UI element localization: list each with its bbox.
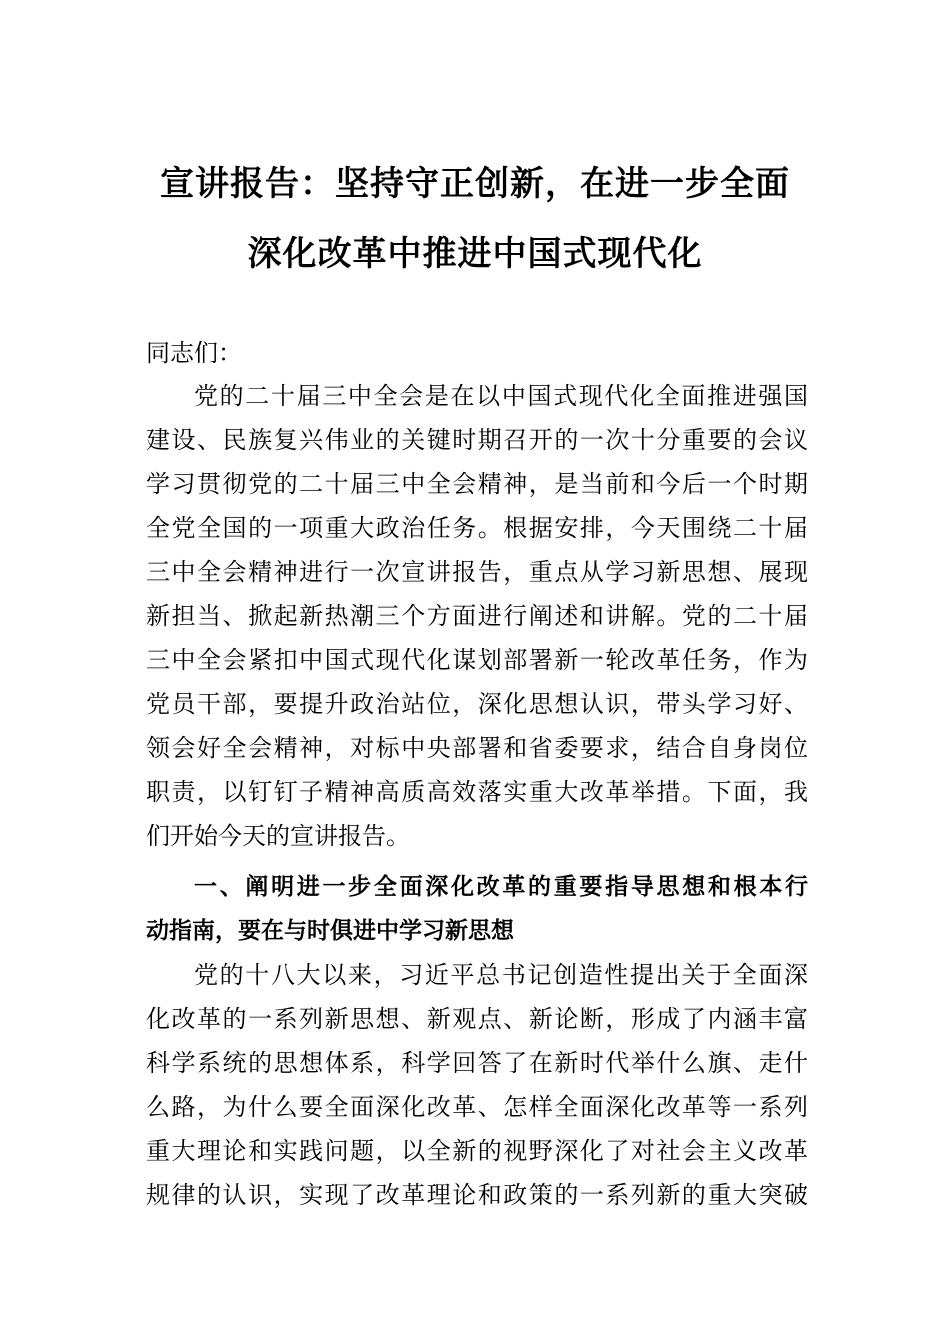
section-heading-line: 一、阐明进一步全面深化改革的重要指导思想和根本行 [194, 874, 808, 900]
document-title-line-2: 深化改革中推进中国式现代化 [247, 234, 703, 274]
paragraph-1-line: 们开始今天的宣讲报告。 [146, 822, 410, 850]
paragraph-1-line: 全党全国的一项重大政治任务。根据安排，今天围绕二十届 [146, 514, 808, 542]
paragraph-2-line: 重大理论和实践问题，以全新的视野深化了对社会主义改革 [146, 1137, 808, 1165]
section-heading-line: 动指南，要在与时俱进中学习新思想 [146, 918, 514, 944]
paragraph-1-line: 党员干部，要提升政治站位，深化思想认识，带头学习好、 [146, 690, 808, 718]
paragraph-2-line: 规律的认识，实现了改革理论和政策的一系列新的重大突破 [146, 1181, 808, 1209]
paragraph-1-line: 新担当、掀起新热潮三个方面进行阐述和讲解。党的二十届 [146, 602, 808, 630]
paragraph-2-line: 么路，为什么要全面深化改革、怎样全面深化改革等一系列 [146, 1093, 808, 1121]
paragraph-1-line: 职责，以钉钉子精神高质高效落实重大改革举措。下面，我 [146, 778, 808, 806]
paragraph-2-line: 党的十八大以来，习近平总书记创造性提出关于全面深 [194, 961, 808, 989]
paragraph-2-line: 科学系统的思想体系，科学回答了在新时代举什么旗、走什 [146, 1049, 808, 1077]
paragraph-1-line: 学习贯彻党的二十届三中全会精神，是当前和今后一个时期 [146, 470, 808, 498]
salutation: 同志们： [146, 339, 242, 367]
document-title-line-1: 宣讲报告：坚持守正创新，在进一步全面 [160, 164, 790, 204]
paragraph-1-line: 建设、民族复兴伟业的关键时期召开的一次十分重要的会议 [146, 426, 808, 454]
paragraph-1-line: 三中全会精神进行一次宣讲报告，重点从学习新思想、展现 [146, 558, 808, 586]
paragraph-1-line: 领会好全会精神，对标中央部署和省委要求，结合自身岗位 [146, 734, 808, 762]
paragraph-1-line: 党的二十届三中全会是在以中国式现代化全面推进强国 [194, 382, 808, 410]
paragraph-1-line: 三中全会紧扣中国式现代化谋划部署新一轮改革任务，作为 [146, 646, 808, 674]
paragraph-2-line: 化改革的一系列新思想、新观点、新论断，形成了内涵丰富 [146, 1005, 808, 1033]
